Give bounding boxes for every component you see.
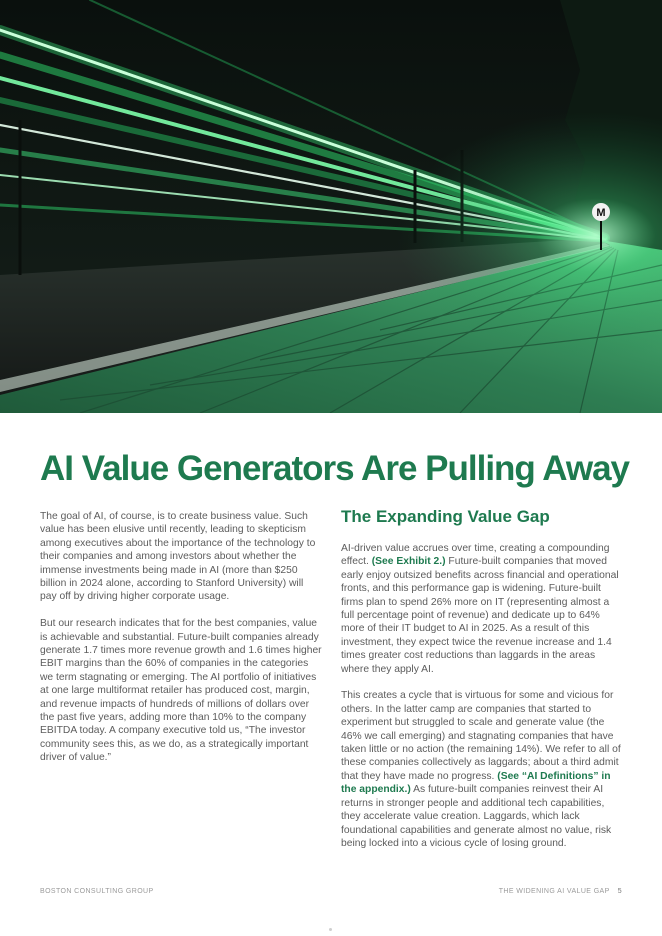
page-footer: [40, 888, 622, 895]
text: Future-built companies that moved early enjoy outsized benefits across financial and operational fronts, and this performance gap is widening. Future-built firms plan to spend 26% more on IT (representing almost a full percentage point of revenue) and dedicate up to 64% more of their IT budget to AI in 2025. As a result of this investment, they expect twice the revenue increase and 1.4 times greater cost reductions than laggards in the areas where they apply AI.: [341, 556, 619, 675]
text: This creates a cycle that is virtuous for some and vicious for others. In the latter camp are companies that started to experiment but struggled to scale and generate value (the 46% we call emerging) and stagnating companies that have taken little or no action (the remaining 14%). We refer to all of these companies collectively as laggards; about a third admit that they have made no progress.: [341, 690, 621, 782]
left-column: [40, 510, 322, 778]
right-column: [341, 507, 623, 864]
metro-sign-icon: [592, 203, 610, 221]
footer-report-title-group: [499, 888, 622, 895]
paragraph-research: But our research indicates that for the best companies, value is achievable and substantial. Future-built companies already generate 1.7 times more revenue growth and 1.6 times higher EBIT margins than the 60% of companies in the categories we term stagnating or emerging. The AI portfolio of initiatives at one large multiformat retailer has produced cost, margin, and revenue impacts of hundreds of millions of dollars over the past five years, adding more than 10% to the company EBITDA today. A company executive told us, “The investor community sees this, as we do, as a strategically important driver of value.”: [40, 618, 322, 764]
paragraph-value-accrual: [341, 542, 623, 676]
svg-text:M: M: [596, 207, 606, 219]
hero-image: [0, 0, 662, 413]
paragraph-cycle: [341, 689, 623, 850]
section-heading: The Expanding Value Gap: [341, 507, 550, 526]
light-trails-photo: [0, 0, 662, 413]
page-title: AI Value Generators Are Pulling Away: [40, 449, 630, 488]
text: AI-driven value accrues over time, creating a compounding effect.: [341, 543, 610, 568]
exhibit-2-link[interactable]: (See Exhibit 2.): [371, 556, 446, 568]
paragraph-intro: The goal of AI, of course, is to create business value. Such value has been elusive until recently, leading to skepticism among executives about the importance of the technology to their companies and among investors about whether the immense investments being made in AI (more than $250 billion in 2024 alone, according to Stanford University) will pay off by driving higher corporate usage.: [40, 511, 316, 603]
page-number: 5: [617, 888, 622, 895]
ai-definitions-link[interactable]: (See “AI Definitions” in the appendix.): [341, 770, 611, 796]
text: As future-built companies reinvest their AI returns in stronger people and additional tech capabilities, they accelerate value creation. Laggards, which lack foundational capabilities and generate almost no value, risk being locked into a vicious cycle of losing ground.: [341, 784, 612, 849]
footer-publisher: BOSTON CONSULTING GROUP: [40, 888, 154, 895]
footer-report-title: THE WIDENING AI VALUE GAP: [498, 888, 610, 895]
page-marker-dot: [329, 928, 332, 931]
